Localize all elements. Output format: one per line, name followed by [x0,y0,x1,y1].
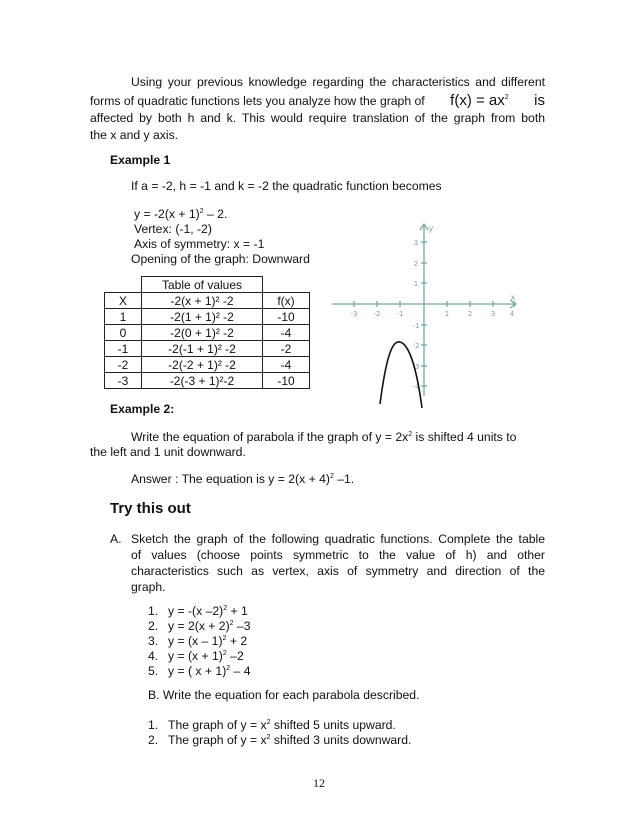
example1-equation: $y = -2(x + 1)^2 - 2$. [134,207,228,221]
x-tick-label: 1 [444,310,450,318]
table-row [105,309,310,325]
table-cell: -2(1 + 1)² -2 [142,309,263,325]
example2-line-1 [131,430,545,445]
y-tick-label: -1 [412,322,420,330]
table-cell: -2 [105,357,142,373]
y-tick-label: -2 [412,342,420,350]
table-cell: -1 [105,341,142,357]
table-cell: -3 [105,373,142,389]
table-row [105,357,310,373]
y-tick-label: -3 [412,363,420,371]
table-header-fx: f(x) [263,293,310,309]
example1-statement: If a = -2, h = -1 and k = -2 the quadratic function becomes [131,179,442,193]
intro-line-1: Using your previous knowledge regarding the characteristics and different [131,75,545,89]
table-cell: -2(-1 + 1)² -2 [142,341,263,357]
table-row [105,373,310,389]
x-tick-label: -1 [396,310,404,318]
list-item: 2. $y = 2(x + 2)^2$ –3 [148,619,251,633]
list-item: 1. y = -(x –2)$^2$ + 1 [148,604,248,618]
table-row [105,341,310,357]
try-a-line-2: of values (choose points symmetric to the value of h) and other [131,548,545,562]
intro-line-2-end: is [534,92,545,109]
y-tick-label: 2 [413,260,419,268]
parabola-graph [330,218,520,410]
page-number: 12 [313,776,325,790]
x-tick-label: -3 [350,310,358,318]
try-b-heading: B. Write the equation for each parabola described. [148,688,420,702]
table-row [105,325,310,341]
table-title: Table of values [142,277,263,293]
intro-formula: $f(x) = ax^2$ [450,92,509,109]
y-tick-label: 1 [413,280,419,288]
table-of-values [104,276,310,389]
intro-line-4: the x and y axis. [90,128,179,142]
table-cell: -10 [263,309,310,325]
example1-axis: Axis of symmetry: x = -1 [134,237,265,251]
table-cell: 0 [105,325,142,341]
table-header-expr: -2(x + 1)² -2 [142,293,263,309]
x-tick-label: 3 [490,310,496,318]
example1-opening: Opening of the graph: Downward [131,252,310,266]
x-tick-label: 2 [467,310,473,318]
list-item: 4. $y = (x + 1)^2$ –2 [148,649,244,663]
example1-heading: Example 1 [110,153,171,167]
table-cell: -2(-3 + 1)²-2 [142,373,263,389]
list-item: 3. y = (x – 1)$^2$ + 2 [148,634,248,648]
y-tick-label: -4 [412,383,420,391]
table-header-x: X [105,293,142,309]
intro-line-2-text: forms of quadratic functions lets you analyze how the graph of [90,94,425,108]
example2-line-2: the left and 1 unit downward. [90,445,246,459]
example2-answer: Answer : The equation is $y = 2(x + 4)^2$ –1. [131,472,355,486]
table-cell: -4 [263,325,310,341]
try-this-heading: Try this out [110,500,191,517]
try-a-label: A. [110,532,122,546]
x-tick-label: -2 [373,310,381,318]
list-item: 2. The graph of $y = x^2$ shifted 3 units downward. [148,733,412,747]
intro-line-3: affected by both h and k. This would require translation of the graph from both [90,111,545,125]
example2-heading: Example 2: [110,402,175,416]
list-item: 1. The graph of $y = x^2$ shifted 5 units upward. [148,718,396,732]
try-a-line-4: graph. [131,580,166,594]
y-tick-label: 3 [413,239,419,247]
x-tick-label: 4 [509,310,515,318]
list-item: 5. y = ( x + 1)$^2$ – 4 [148,664,251,678]
x-axis-label: x [510,293,516,302]
table-cell: -10 [263,373,310,389]
try-a-line-1: Sketch the graph of the following quadratic functions. Complete the table [131,532,545,546]
table-cell: -2 [263,341,310,357]
intro-line-2 [90,93,545,109]
y-axis-label: y [428,224,434,233]
parabola-curve [380,342,422,408]
table-cell: -2(0 + 1)² -2 [142,325,263,341]
example2-line-1-text: Write the equation of parabola if the graph of $y = 2x^2$ is shifted 4 units to [131,430,517,444]
try-a-line-3: characteristics such as vertex, axis of symmetry and direction of the [131,564,545,578]
table-cell: -4 [263,357,310,373]
table-cell: -2(-2 + 1)² -2 [142,357,263,373]
example1-vertex: Vertex: (-1, -2) [134,222,212,236]
table-cell: 1 [105,309,142,325]
